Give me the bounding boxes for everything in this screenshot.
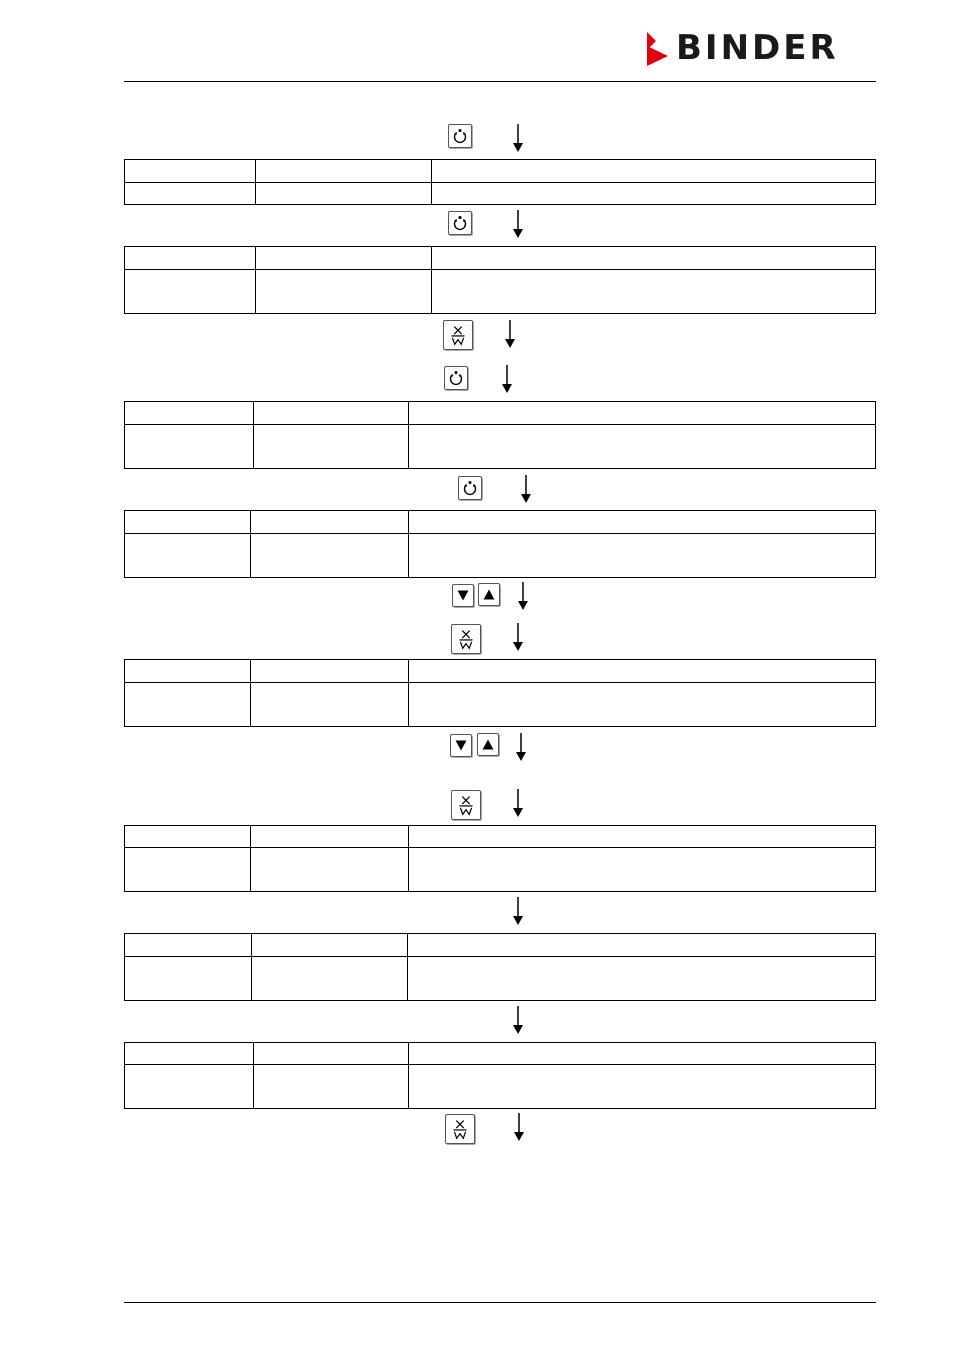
- arrow-up-key-icon[interactable]: [478, 583, 500, 606]
- table-row: [125, 1043, 876, 1065]
- table-cell: [254, 1065, 409, 1109]
- table-cell: [409, 826, 876, 848]
- table-cell: [125, 1043, 254, 1065]
- table-row: [125, 402, 876, 425]
- setpoint-key-icon[interactable]: [451, 624, 481, 654]
- table-cell: [432, 182, 876, 205]
- table-cell: [125, 425, 254, 469]
- table-cell: [125, 957, 252, 1001]
- table-row: [125, 182, 876, 205]
- table-cell: [409, 425, 876, 469]
- table-cell: [432, 247, 876, 270]
- table-row: [125, 160, 876, 183]
- flow-arrow-icon: [512, 1006, 524, 1034]
- table-cell: [409, 534, 876, 578]
- flow-arrow-icon: [512, 789, 524, 817]
- parameter-table: [124, 933, 876, 1001]
- table-cell: [409, 402, 876, 425]
- table-cell: [125, 182, 256, 205]
- table-cell: [409, 660, 876, 683]
- flow-arrow-icon: [504, 320, 516, 348]
- table-cell: [251, 826, 409, 848]
- table-row: [125, 660, 876, 683]
- setpoint-key-icon[interactable]: [443, 320, 473, 350]
- table-cell: [252, 934, 408, 957]
- program-key-icon[interactable]: [448, 124, 472, 148]
- flow-arrow-icon: [515, 733, 527, 761]
- table-cell: [408, 957, 876, 1001]
- flow-arrow-icon: [517, 582, 529, 610]
- program-key-icon[interactable]: [458, 476, 482, 500]
- table-cell: [251, 534, 409, 578]
- table-cell: [256, 160, 432, 183]
- parameter-table: [124, 1042, 876, 1109]
- flow-arrow-icon: [512, 623, 524, 651]
- table-cell: [125, 934, 252, 957]
- table-cell: [409, 848, 876, 892]
- table-cell: [409, 511, 876, 534]
- table-cell: [409, 683, 876, 727]
- table-cell: [256, 270, 432, 314]
- program-key-icon[interactable]: [444, 366, 468, 390]
- program-key-icon[interactable]: [448, 211, 472, 235]
- binder-logo: [644, 30, 839, 66]
- parameter-table: [124, 825, 876, 892]
- table-cell: [256, 182, 432, 205]
- arrow-up-key-icon[interactable]: [477, 733, 499, 756]
- table-cell: [254, 425, 409, 469]
- table-row: [125, 511, 876, 534]
- footer-divider: [124, 1302, 876, 1303]
- flow-arrow-icon: [513, 1113, 525, 1141]
- flow-arrow-icon: [501, 365, 513, 393]
- table-row: [125, 848, 876, 892]
- table-cell: [251, 683, 409, 727]
- parameter-table: [124, 510, 876, 578]
- table-row: [125, 683, 876, 727]
- arrow-down-key-icon[interactable]: [450, 734, 472, 757]
- table-cell: [251, 511, 409, 534]
- flow-arrow-icon: [512, 897, 524, 925]
- brand-name: BINDER: [676, 28, 839, 68]
- table-cell: [408, 934, 876, 957]
- flow-arrow-icon: [512, 124, 524, 152]
- table-cell: [125, 247, 256, 270]
- table-cell: [125, 270, 256, 314]
- arrow-down-key-icon[interactable]: [452, 584, 474, 607]
- setpoint-key-icon[interactable]: [451, 790, 481, 820]
- table-row: [125, 1065, 876, 1109]
- flow-arrow-icon: [512, 210, 524, 238]
- table-cell: [125, 160, 256, 183]
- table-cell: [432, 160, 876, 183]
- table-cell: [125, 511, 251, 534]
- table-cell: [409, 1043, 876, 1065]
- table-row: [125, 247, 876, 270]
- table-cell: [409, 1065, 876, 1109]
- table-cell: [256, 247, 432, 270]
- table-cell: [125, 534, 251, 578]
- table-row: [125, 425, 876, 469]
- table-cell: [252, 957, 408, 1001]
- table-row: [125, 957, 876, 1001]
- table-row: [125, 534, 876, 578]
- table-cell: [125, 683, 251, 727]
- parameter-table: [124, 246, 876, 314]
- parameter-table: [124, 159, 876, 205]
- table-cell: [125, 848, 251, 892]
- flow-arrow-icon: [520, 475, 532, 503]
- table-row: [125, 270, 876, 314]
- table-cell: [125, 826, 251, 848]
- table-cell: [432, 270, 876, 314]
- table-cell: [125, 402, 254, 425]
- header-divider: [124, 81, 876, 82]
- table-row: [125, 826, 876, 848]
- setpoint-key-icon[interactable]: [445, 1114, 475, 1144]
- parameter-table: [124, 659, 876, 727]
- table-cell: [251, 660, 409, 683]
- table-cell: [125, 660, 251, 683]
- table-row: [125, 934, 876, 957]
- parameter-table: [124, 401, 876, 469]
- table-cell: [254, 402, 409, 425]
- table-cell: [251, 848, 409, 892]
- table-cell: [254, 1043, 409, 1065]
- table-cell: [125, 1065, 254, 1109]
- binder-logo-mark-icon: [644, 30, 670, 66]
